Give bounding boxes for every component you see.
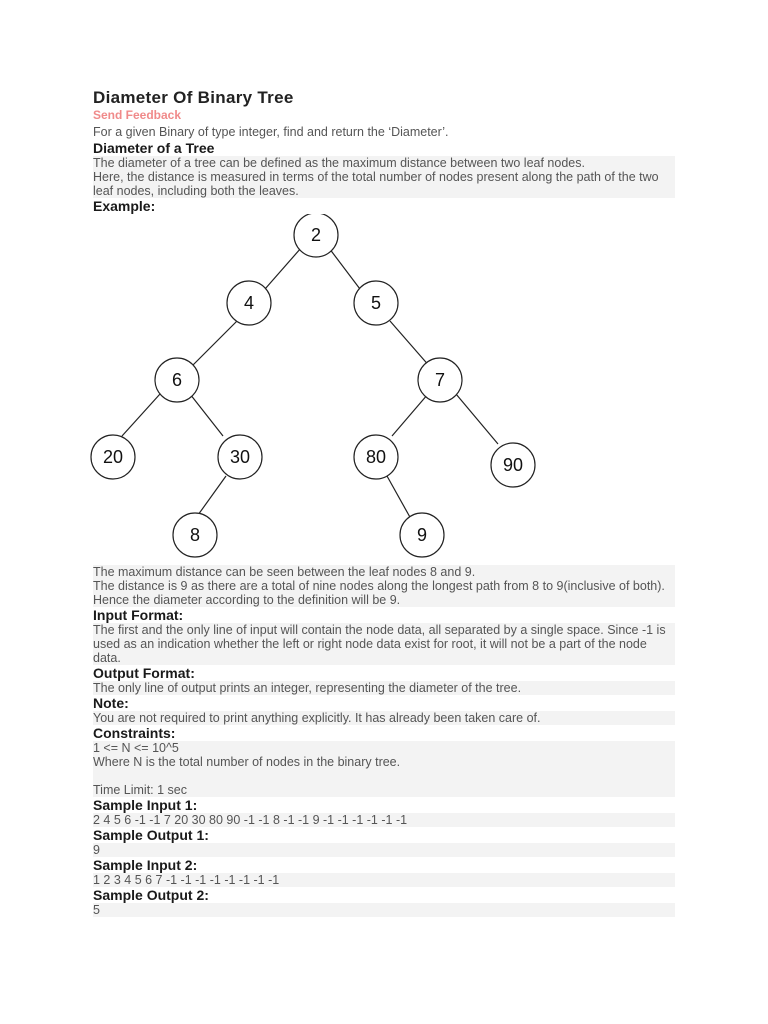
example-tree-diagram: [93, 214, 675, 566]
sample-input-2: 1 2 3 4 5 6 7 -1 -1 -1 -1 -1 -1 -1 -1: [93, 873, 675, 887]
constraints-heading: Constraints:: [93, 725, 176, 741]
tree-node-label-5: 5: [370, 293, 382, 313]
example-explanation: The maximum distance can be seen between the leaf nodes 8 and 9. The distance is 9 as there are a total of nine nodes along the longest path from 8 to 9(inclusive of both). Hence the diameter according to the definition will be 9.: [93, 565, 675, 607]
tree-node-label-9: 9: [416, 525, 428, 545]
diameter-heading: Diameter of a Tree: [93, 140, 215, 156]
edge-7-90: [456, 394, 498, 444]
output-format-heading: Output Format:: [93, 665, 195, 681]
sample-output-2-heading: Sample Output 2:: [93, 887, 209, 903]
edge-80-9: [387, 476, 411, 519]
note-text: You are not required to print anything explicitly. It has already been taken care of.: [93, 711, 675, 725]
tree-node-label-8: 8: [189, 525, 201, 545]
edge-5-7: [390, 321, 431, 368]
edge-4-6: [190, 321, 237, 368]
constraints-text: 1 <= N <= 10^5 Where N is the total number of nodes in the binary tree. Time Limit: 1 sec: [93, 741, 675, 797]
problem-statement: [93, 88, 675, 917]
input-format-text: The first and the only line of input will contain the node data, all separated by a single space. Since -1 is used as an indication whether the left or right node data exist for root, it will not be a part of the node data.: [93, 623, 675, 665]
page-title: Diameter Of Binary Tree: [93, 88, 294, 107]
intro-text: For a given Binary of type integer, find and return the ‘Diameter’.: [93, 125, 449, 139]
example-heading: Example:: [93, 198, 156, 214]
tree-node-label-6: 6: [171, 370, 183, 390]
send-feedback-link[interactable]: Send Feedback: [93, 108, 182, 122]
edge-6-20: [122, 394, 160, 436]
tree-node-label-4: 4: [243, 293, 255, 313]
tree-node-label-2: 2: [310, 225, 322, 245]
edge-30-8: [198, 476, 226, 515]
sample-input-1-heading: Sample Input 1:: [93, 797, 198, 813]
sample-output-1-heading: Sample Output 1:: [93, 827, 209, 843]
tree-node-label-20: 20: [102, 447, 124, 467]
note-heading: Note:: [93, 695, 129, 711]
input-format-heading: Input Format:: [93, 607, 184, 623]
sample-output-2: 5: [93, 903, 675, 917]
edge-7-80: [392, 394, 428, 436]
sample-output-1: 9: [93, 843, 675, 857]
output-format-text: The only line of output prints an integer, representing the diameter of the tree.: [93, 681, 675, 695]
tree-node-label-30: 30: [229, 447, 251, 467]
tree-node-label-90: 90: [502, 455, 524, 475]
tree-node-label-80: 80: [365, 447, 387, 467]
edge-6-30: [190, 394, 223, 436]
tree-node-label-7: 7: [434, 370, 446, 390]
sample-input-1: 2 4 5 6 -1 -1 7 20 30 80 90 -1 -1 8 -1 -1 9 -1 -1 -1 -1 -1 -1: [93, 813, 675, 827]
diameter-description: The diameter of a tree can be defined as the maximum distance between two leaf nodes. Here, the distance is measured in terms of the total number of nodes present along the path of the two leaf nodes, including both the leaves.: [93, 156, 675, 198]
sample-input-2-heading: Sample Input 2:: [93, 857, 198, 873]
tree-svg: [90, 214, 550, 566]
